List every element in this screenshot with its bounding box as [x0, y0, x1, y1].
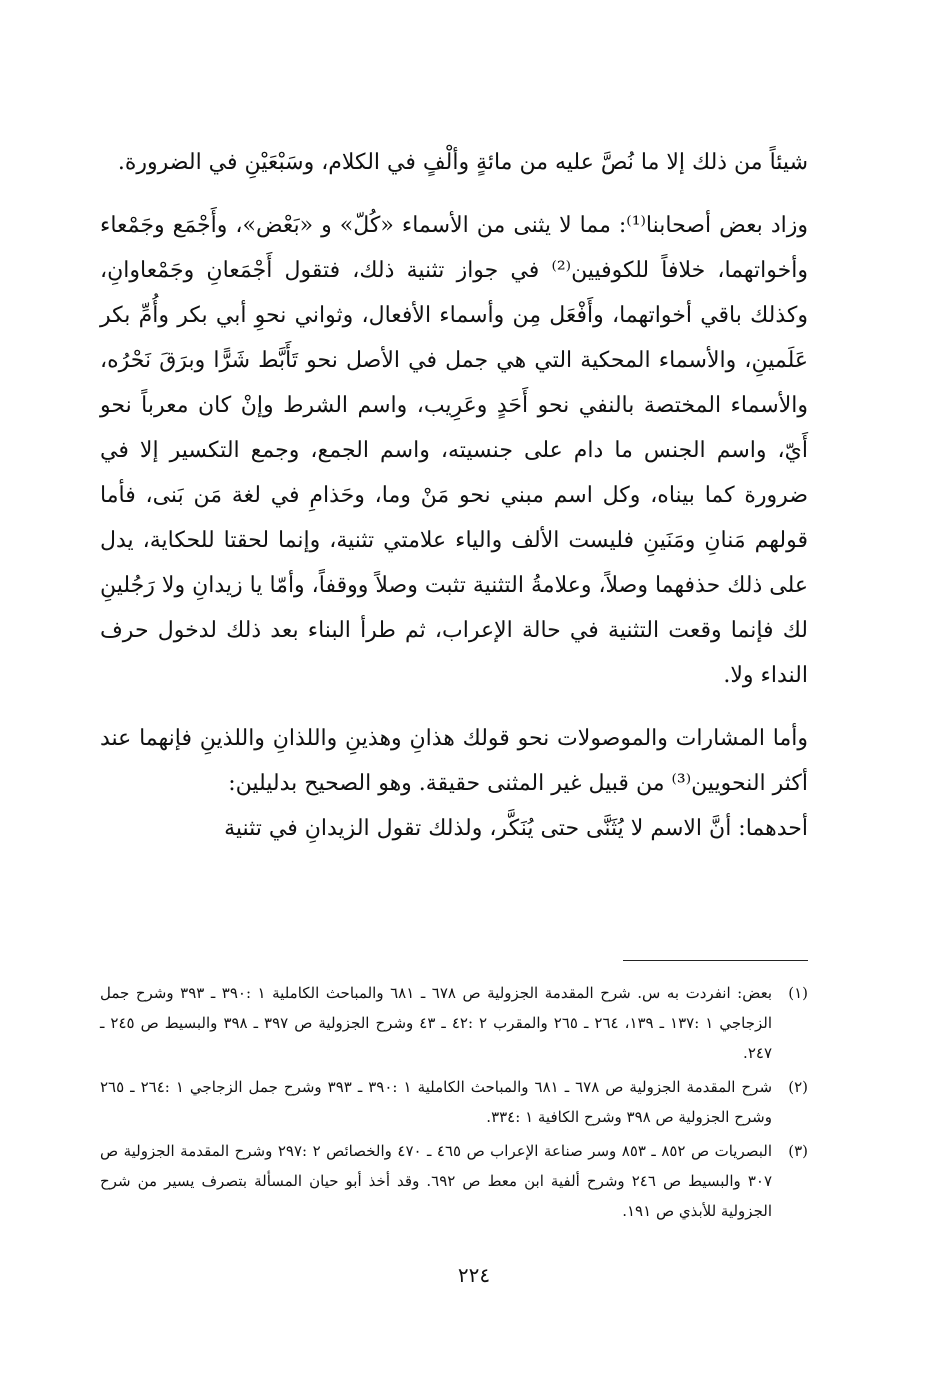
footnote-divider	[623, 960, 808, 961]
footnote-3	[100, 1136, 808, 1226]
paragraph-continuation: شيئاً من ذلك إلا ما نُصَّ عليه من مائةٍ وألْفٍ في الكلام، وسَبْعَيْنِ في الضرورة.	[117, 150, 808, 175]
footnote-marker: (٣)	[788, 1142, 808, 1160]
paragraph-additions: وزاد بعض أصحابنا⁽¹⁾: مما لا يثنى من الأسماء «كُلّ» و «بَعْض»، وأَجْمَع وجَمْعاء وأخواتهما، خلافاً للكوفيين⁽²⁾ في جواز تثنية ذلك، فتقول أَجْمَعانِ وجَمْعاوانِ، وكذلك باقي أخواتهما، وأَفْعَل مِن وأسماء الأفعال، وثواني نحوِ أبي بكر وأُمِّ بكر عَلَمينِ، والأسماء المحكية التي هي جمل في الأصل نحو تَأَبَّط شَرًّا وبرَقَ نَحْرُه، والأسماء المختصة بالنفي نحو أَحَدٍ وعَرِيب، واسم الشرط وإنْ كان معرباً نحو أَيّ، واسم الجنس ما دام على جنسيته، واسم الجمع، وجمع التكسير إلا في ضرورة كما بيناه، وكل اسم مبني نحو مَنْ وما، وحَذامِ في لغة مَن بَنى، فأما قولهم مَنانِ ومَنَينِ فليست الألف والياء علامتي تثنية، وإنما لحقتا للحكاية، يدل على ذلك حذفهما وصلاً، وعلامةُ التثنية تثبت وصلاً ووقفاً، وأمّا يا زيدانِ ولا رَجُلينِ لك فإنما وقعت التثنية في حالة الإعراب، ثم طرأ البناء بعد ذلك لدخول حرف النداء ولا.	[100, 213, 809, 688]
page-number: ٢٢٤	[457, 1263, 491, 1287]
main-text	[100, 140, 808, 851]
footnote-2	[100, 1072, 808, 1132]
footnote-marker: (١)	[788, 984, 808, 1002]
footnote-1	[100, 978, 808, 1068]
paragraph-demonstratives: وأما المشارات والموصولات نحو قولك هذانِ وهذينِ واللذانِ واللذينِ فإنهما عند أكثر النحويين⁽³⁾ من قبيل غير المثنى حقيقة. وهو الصحيح بدليلين:	[100, 726, 808, 796]
paragraph-first-proof: أحدهما: أنَّ الاسم لا يُثَنَّى حتى يُنَكَّر، ولذلك تقول الزيدانِ في تثنية	[224, 816, 808, 841]
footnote-marker: (٢)	[788, 1078, 808, 1096]
footnote-text: شرح المقدمة الجزولية ص ٦٧٨ ـ ٦٨١ والمباحث الكاملية ١ :٣٩٠ ـ ٣٩٣ وشرح جمل الزجاجي ١ :٢٦٤ ـ ٢٦٥ وشرح الجزولية ص ٣٩٨ وشرح الكافية ١ :٣٣٤.	[100, 1078, 773, 1126]
footnote-text: بعض: انفردت به س. شرح المقدمة الجزولية ص ٦٧٨ ـ ٦٨١ والمباحث الكاملية ١ :٣٩٠ ـ ٣٩٣ وشرح جمل الزجاجي ١ :١٣٧ ـ ١٣٩، ٢٦٤ ـ ٢٦٥ والمقرب ٢ :٤٢ ـ ٤٣ وشرح الجزولية ص ٣٩٧ ـ ٣٩٨ والبسيط ص ٢٤٥ ـ ٢٤٧.	[100, 984, 773, 1062]
footnote-text: البصريات ص ٨٥٢ ـ ٨٥٣ وسر صناعة الإعراب ص ٤٦٥ ـ ٤٧٠ والخصائص ٢ :٢٩٧ وشرح المقدمة الجزولية ص ٣٠٧ والبسيط ص ٢٤٦ وشرح ألفية ابن معط ص ٦٩٢. وقد أخذ أبو حيان المسألة بتصرف يسير من شرح الجزولية للأبذي ص ١٩١.	[100, 1142, 773, 1220]
footnotes	[100, 978, 808, 1230]
